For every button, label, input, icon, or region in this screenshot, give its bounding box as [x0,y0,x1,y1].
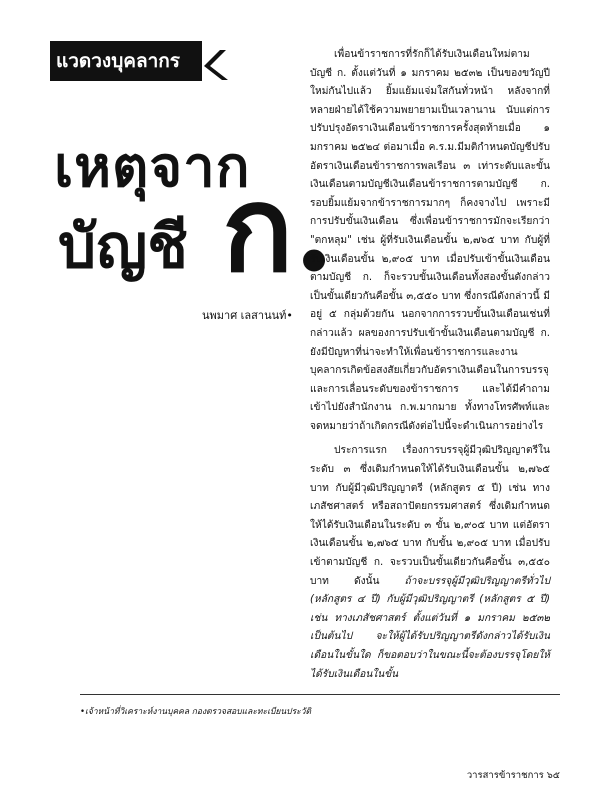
article-author: นพมาศ เลสานนท์• [202,309,293,322]
body-paragraph-1: เพื่อนข้าราชการที่รักก็ได้รับเงินเดือนใหม่ตามบัญชี ก. ตั้งแต่วันที่ ๑ มกราคม ๒๕๓๒ เป็นของขวัญปีใหม่กันไปแล้ว ยิ้มแย้มแจ่มใสกันทั่วหน้า หลังจากที่หลายฝ่ายได้ใช้ความพยายามเป็นเวลานาน นับแต่การปรับปรุงอัตราเงินเดือนข้าราชการครั้งสุดท้ายเมื่อ ๑ มกราคม ๒๕๒๔ ต่อมาเมื่อ ค.ร.ม.มีมติกำหนดบัญชีปรับอัตราเงินเดือนข้าราชการพลเรือน ๓ เท่าระดับและขั้นเงินเดือนตามบัญชีเงินเดือนข้าราชการตามบัญชี ก. รอบยิ้มแย้มจากข้าราชการมากๆ ก็คงจางไป เพราะมีการปรับขั้นเงินเดือน ซึ่งเพื่อนข้าราชการมักจะเรียกว่า "ตกหลุม" เช่น ผู้ที่รับเงินเดือนขั้น ๒,๗๖๕ บาท กับผู้ที่รับเงินเดือนขั้น ๒,๙๐๕ บาท เมื่อปรับเข้าขั้นเงินเดือนตามบัญชี ก. ก็จะรวบขั้นเงินเดือนทั้งสองขั้นดังกล่าวเป็นขั้นเดียวกันคือขั้น ๓,๕๕๐ บาท ซึ่งกรณีดังกล่าวนี้ มีอยู่ ๕ กลุ่มด้วยกัน นอกจากการรวบขั้นเงินเดือนเช่นที่กล่าวแล้ว ผลของการปรับเข้าขั้นเงินเดือนตามบัญชี ก. ยังมีปัญหาที่น่าจะทำให้เพื่อนข้าราชการและงานบุคลากรเกิดข้อสงสัยเกี่ยวกับอัตราเงินเดือนในการบรรจุและการเลื่อนระดับของข้าราชการ และได้มีคำถามเข้าไปยังสำนักงาน ก.พ.มากมาย ทั้งทางโทรศัพท์และจดหมายว่าถ้าเกิดกรณีดังต่อไปนี้จะดำเนินการอย่างไร [310,49,550,432]
column-header: แวดวงบุคลากร [50,41,202,81]
header-chevron-icon [200,46,234,82]
body-paragraph-2-text: ประการแรก เรื่องการบรรจุผู้มีวุฒิปริญญาตรีในระดับ ๓ ซึ่งเดิมกำหนดให้ได้รับเงินเดือนขั้น ๒,๗๖๕ บาท กับผู้มีวุฒิปริญญาตรี (หลักสูตร ๕ ปี) เช่น ทางเภสัชศาสตร์ หรือสถาปัตยกรรมศาสตร์ ซึ่งเดิมกำหนดให้ได้รับเงินเดือนในระดับ ๓ ขั้น ๒,๙๐๕ บาท แต่อัตราเงินเดือนขั้น ๒,๗๖๕ บาท กับขั้น ๒,๙๐๕ บาท เมื่อปรับเข้าตามบัญชี ก. จะรวบเป็นขั้นเดียวกันคือขั้น ๓,๕๕๐ บาท ดังนั้น [310,445,550,587]
author-footnote: •เจ้าหน้าที่วิเคราะห์งานบุคคล กองตรวจสอบและทะเบียนประวัติ [80,707,312,717]
article-title-line2: บัญชี [58,212,188,282]
article-body [310,46,550,690]
footer-divider [80,694,560,695]
body-paragraph-2 [310,442,550,684]
article-title-line1: เหตุจาก [54,135,251,200]
article-title-big-letter: ก. [222,159,335,298]
page-footer: วารสารข้าราชการ ๖๕ [466,770,560,781]
body-paragraph-2-italic: ถ้าจะบรรจุผู้มีวุฒิปริญญาตรีทั่วไป (หลักสูตร ๔ ปี) กับผู้มีวุฒิปริญญาตรี (หลักสูตร ๕ ปี) เช่น ทางเภสัชศาสตร์ ตั้งแต่วันที่ ๑ มกราคม ๒๕๓๒ เป็นต้นไป จะให้ผู้ได้รับปริญญาตรีดังกล่าวได้รับเงินเดือนในขั้นใด ก็ขอตอบว่าในขณะนี้จะต้องบรรจุโดยให้ได้รับเงินเดือนในขั้น [310,575,550,680]
